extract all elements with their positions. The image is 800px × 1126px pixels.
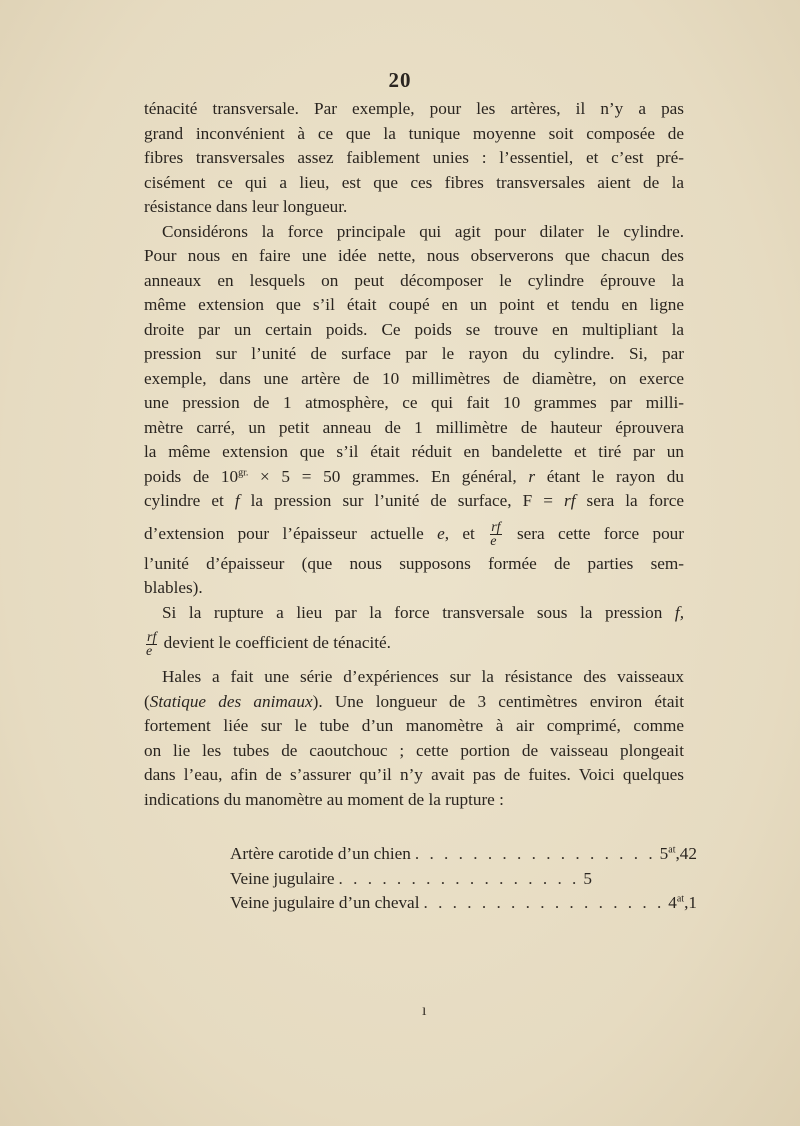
text-fragment: devient le coefficient de ténacité. xyxy=(159,633,391,652)
fraction-numerator: rf xyxy=(491,520,501,536)
text-fragment: ( xyxy=(144,691,150,711)
text-line xyxy=(144,516,684,552)
value-number: 5 xyxy=(659,844,669,863)
text-line: droite par un certain poids. Ce poids se trouve en multipliant la xyxy=(144,319,684,339)
text-fragment: cylindre et xyxy=(144,491,235,510)
value-number: 4 xyxy=(668,893,677,912)
page-number: 20 xyxy=(388,68,412,92)
result-row xyxy=(230,867,610,892)
text-fragment: d’extension pour l’épaisseur actuelle xyxy=(144,523,438,543)
text-line: exemple, dans une artère de 10 millimètres de diamètre, on exerce xyxy=(144,368,684,388)
text-line xyxy=(144,690,684,715)
text-line: fortement liée sur le tube d’un manomètre à air comprimé, comme xyxy=(144,716,684,735)
math-variable: f xyxy=(234,491,240,510)
text-line: anneaux en lesquels on peut décomposer le cylindre éprouve la xyxy=(144,270,684,290)
paragraph-4 xyxy=(144,665,684,812)
fraction-numerator: rf xyxy=(147,629,157,645)
body-text xyxy=(144,97,684,812)
text-fragment: sera cette force pour xyxy=(503,523,684,543)
text-line: l’unité d’épaisseur (que nous supposons formée de parties sem- xyxy=(144,553,684,573)
text-line xyxy=(144,489,684,514)
value-unit: at xyxy=(676,893,685,905)
fraction-denominator: e xyxy=(490,534,497,550)
math-variable: f, xyxy=(674,602,684,622)
text-fragment: étant le rayon du xyxy=(535,466,684,486)
math-variable: r xyxy=(528,466,536,486)
value-unit: at xyxy=(668,844,676,856)
text-line: Hales a fait une série d’expériences sur la résistance des vaisseaux xyxy=(162,667,684,686)
text-fragment: Si la rupture a lieu par la force transversale sous la pression xyxy=(162,602,675,622)
text-line xyxy=(144,625,684,661)
fraction-rf-over-e xyxy=(146,631,157,658)
text-line: indications du manomètre au moment de la rupture : xyxy=(144,789,504,809)
text-line xyxy=(144,601,684,626)
leader-dots: . . . . . . . . . . . . . . . . . xyxy=(414,844,656,863)
value-number: 5 xyxy=(583,868,592,888)
text-line: pression sur l’unité de surface par le rayon du cylindre. Si, par xyxy=(144,344,684,363)
paragraph-2 xyxy=(144,220,684,601)
text-line: la même extension que s’il était réduit en bandelette et tiré par un xyxy=(144,442,684,461)
unit-superscript: gr. xyxy=(238,466,249,478)
result-label: Veine jugulaire xyxy=(230,868,335,888)
text-fragment: sera la force xyxy=(575,491,685,510)
text-line: une pression de 1 atmosphère, ce qui fait 10 grammes par milli- xyxy=(144,393,684,412)
value-decimal: ,42 xyxy=(675,844,697,863)
text-line xyxy=(144,465,684,490)
text-line: cisément ce qui a lieu, est que ces fibres transversales aient de la xyxy=(144,172,684,192)
leader-dots: . . . . . . . . . . . . . . . . . xyxy=(338,868,580,888)
result-row xyxy=(230,891,697,916)
text-fragment: , et xyxy=(444,523,489,543)
text-line: fibres transversales assez faiblement unies : l’essentiel, et c’est pré- xyxy=(144,148,684,167)
result-row xyxy=(230,842,697,867)
text-line: mètre carré, un petit anneau de 1 millimètre de hauteur éprouvera xyxy=(144,417,684,437)
text-line: ténacité transversale. Par exemple, pour les artères, il n’y a pas xyxy=(144,99,684,118)
text-line: résistance dans leur longueur. xyxy=(144,197,348,216)
fraction-rf-over-e xyxy=(490,521,501,548)
math-variable: rf xyxy=(564,491,576,510)
text-line: Considérons la force principale qui agit pour dilater le cylindre. xyxy=(162,221,684,241)
fraction-denominator: e xyxy=(146,643,153,659)
text-fragment: poids de 10 xyxy=(144,466,239,486)
value-decimal: ,1 xyxy=(684,893,697,912)
ink-speck: ı xyxy=(422,1002,427,1019)
text-line: blables). xyxy=(144,578,203,597)
result-label: Veine jugulaire d’un cheval xyxy=(230,893,420,912)
leader-dots: . . . . . . . . . . . . . . . . . xyxy=(423,893,665,912)
book-title: Statique des animaux xyxy=(149,691,313,711)
text-line: dans l’eau, afin de s’assurer qu’il n’y avait pas de fuites. Voici quelques xyxy=(144,765,684,784)
text-line: grand inconvénient à ce que la tunique moyenne soit composée de xyxy=(144,123,684,143)
result-value xyxy=(660,842,730,867)
text-line: Pour nous en faire une idée nette, nous observerons que chacun des xyxy=(144,246,684,265)
math-variable: e xyxy=(437,523,445,543)
result-value xyxy=(668,891,738,916)
text-fragment: la pression sur l’unité de surface, F = xyxy=(239,491,565,510)
text-line: même extension que s’il était coupé en un point et tendu en ligne xyxy=(144,295,684,314)
text-line: on lie les tubes de caoutchouc ; cette portion de vaisseau plongeait xyxy=(144,740,684,760)
paragraph-3 xyxy=(144,601,684,662)
result-value xyxy=(583,867,653,892)
text-fragment: × 5 = 50 grammes. En général, xyxy=(248,466,529,486)
paragraph-1 xyxy=(144,97,684,220)
text-fragment: ). Une longueur de 3 centimètres environ était xyxy=(312,691,684,711)
rupture-results-list xyxy=(230,842,697,916)
result-label: Artère carotide d’un chien xyxy=(230,844,411,863)
